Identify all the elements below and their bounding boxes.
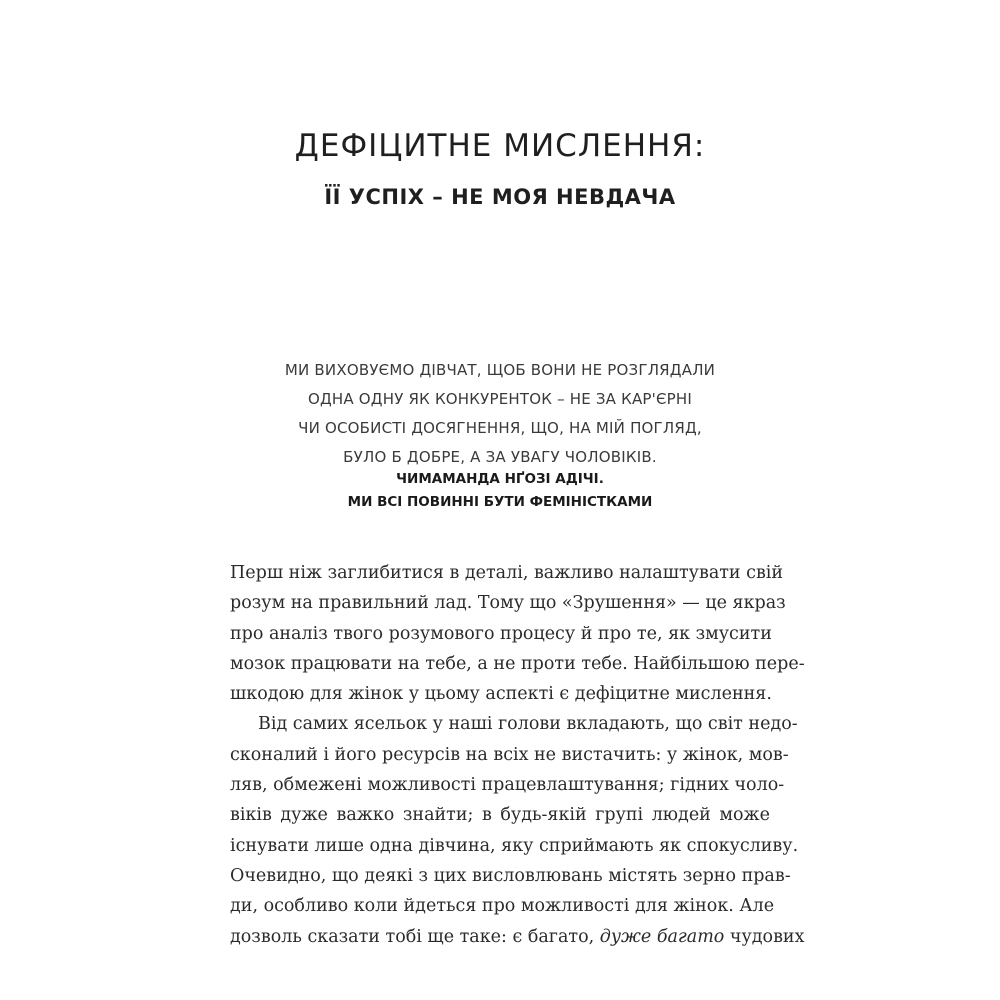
epigraph-source: МИ ВСІ ПОВИННІ БУТИ ФЕМІНІСТКАМИ	[347, 494, 653, 510]
chapter-subtitle: ЇЇ УСПІХ – НЕ МОЯ НЕВДАЧА	[324, 185, 676, 209]
epigraph-attribution	[230, 468, 770, 514]
body-line-last	[230, 922, 805, 952]
body-line: шкодою для жінок у цьому аспекті є дефіцитне мислення.	[230, 684, 772, 705]
chapter-title: ДЕФІЦИТНЕ МИСЛЕННЯ:	[294, 128, 706, 164]
epigraph-line: БУЛО Б ДОБРЕ, А ЗА УВАГУ ЧОЛОВІКІВ.	[343, 448, 657, 466]
body-paragraphs	[230, 558, 805, 952]
body-emphasis: дуже багато	[599, 926, 725, 947]
body-line: існувати лише одна дівчина, яку сприймають як спокусливу.	[230, 835, 799, 856]
body-line: Очевидно, що деякі з цих висловлювань містять зерно прав-	[230, 865, 791, 886]
body-line: Від самих ясельок у наші голови вкладають, що світ недо-	[258, 714, 798, 735]
epigraph-line: ОДНА ОДНУ ЯК КОНКУРЕНТОК – НЕ ЗА КАР'ЄРНІ	[307, 390, 693, 408]
body-line: розум на правильний лад. Тому що «Зрушення» — це якраз	[230, 593, 786, 614]
body-line: сконалий і його ресурсів на всіх не вистачить: у жінок, мов-	[230, 744, 789, 765]
body-line: ди, особливо коли йдеться про можливості для жінок. Але	[230, 896, 775, 917]
epigraph-line: ЧИ ОСОБИСТІ ДОСЯГНЕННЯ, ЩО, НА МІЙ ПОГЛЯД,	[298, 419, 702, 437]
body-line-end: чудових	[724, 926, 805, 947]
epigraph-quote	[230, 356, 770, 472]
body-line: про аналіз твого розумового процесу й про те, як змусити	[230, 623, 772, 644]
epigraph-line: МИ ВИХОВУЄМО ДІВЧАТ, ЩОБ ВОНИ НЕ РОЗГЛЯДАЛИ	[284, 361, 716, 379]
body-line: Перш ніж заглибитися в деталі, важливо налаштувати свій	[230, 563, 784, 583]
body-line: мозок працювати на тебе, а не проти тебе. Найбільшою пере-	[230, 653, 805, 674]
body-line-start: дозволь сказати тобі ще таке: є багато,	[230, 926, 600, 947]
body-line: віків дуже важко знайти; в будь-якій групі людей може	[230, 805, 770, 826]
epigraph-author: ЧИМАМАНДА НҐОЗІ АДІЧІ.	[396, 471, 604, 487]
body-line: ляв, обмежені можливості працевлаштування; гідних чоло-	[230, 775, 785, 796]
